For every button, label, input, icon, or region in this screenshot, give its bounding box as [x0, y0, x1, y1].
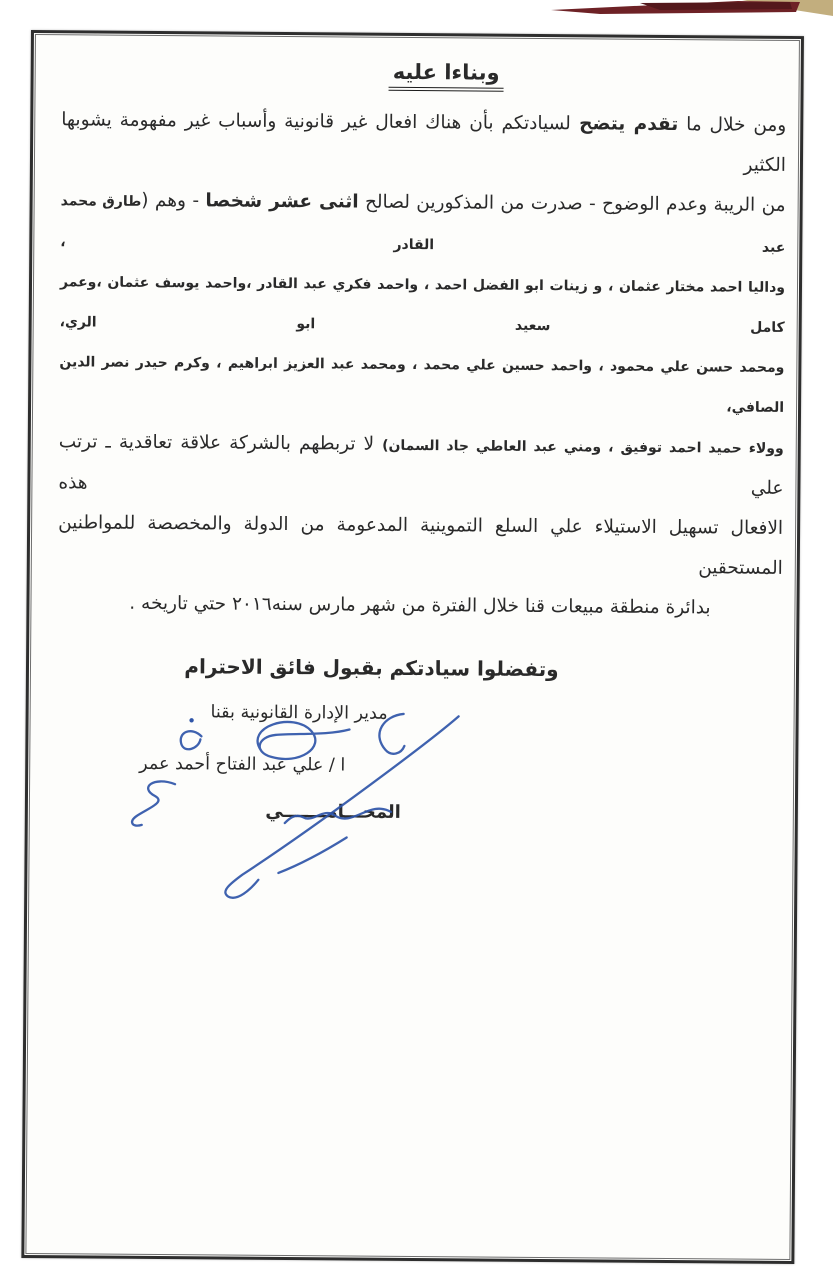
- paragraph-line: [58, 422, 784, 509]
- signature-name: ا / علي عبد الفتاح أحمد عمر: [139, 753, 346, 776]
- paragraph-line: [60, 180, 786, 268]
- text-run: ومن خلال ما: [678, 114, 787, 136]
- document-page: [25, 34, 800, 1260]
- paragraph-line: [61, 100, 787, 186]
- text-run-name: وولاء حميد احمد توفيق ، ومني عبد العاطي جاد السمان): [382, 437, 784, 457]
- document-border-frame: [21, 30, 804, 1264]
- scan-edge-maroon-dark: [640, 2, 792, 10]
- signature-block: [55, 701, 782, 957]
- text-run: لسيادتكم بأن هناك افعال غير قانونية وأسباب غير مفهومة يشوبها الكثير: [61, 109, 787, 176]
- names-line: ومحمد حسن علي محمود ، واحمد حسين علي محمد ، ومحمد عبد العزيز ابراهيم ، وكرم حيدر نصر الدين الصافي،: [59, 354, 785, 416]
- signature-role: المحـــامـــــــي: [265, 800, 401, 823]
- paragraph-line: الافعال تسهيل الاستيلاء علي السلع التموينية المدعومة من الدولة والمخصصة للمواطنين المستحقين: [58, 512, 784, 579]
- text-run: - وهم (: [141, 189, 206, 212]
- text-run: تقدم يتضح: [570, 113, 679, 136]
- document-title: وبناءا عليه: [389, 60, 504, 92]
- names-line: وداليا احمد مختار عثمان ، و زينات ابو الفضل احمد ، واحمد فكري عبد القادر ،واحمد يوسف عثمان ،وعمر كامل سعيد ابو الري،: [59, 274, 786, 336]
- signature-title: مدير الإدارة القانونية بقنا: [210, 702, 388, 724]
- paragraph-line: بدائرة منطقة مبيعات قنا خلال الفترة من شهر مارس سنه٢٠١٦ حتي تاريخه .: [129, 592, 711, 619]
- closing-salutation: وتفضلوا سيادتكم بقبول فائق الاحترام: [184, 654, 559, 682]
- scan-edge-artifact: [0, 0, 833, 22]
- text-run: اثنى عشر شخصا: [205, 190, 359, 213]
- text-run-name: طارق محمد عبد القادر ،: [60, 193, 786, 256]
- text-run: لا تربطهم بالشركة علاقة تعاقدية ـ ترتب علي هذه: [58, 431, 784, 499]
- text-run: من الريبة وعدم الوضوح - صدرت من المذكورين لصالح: [358, 191, 786, 216]
